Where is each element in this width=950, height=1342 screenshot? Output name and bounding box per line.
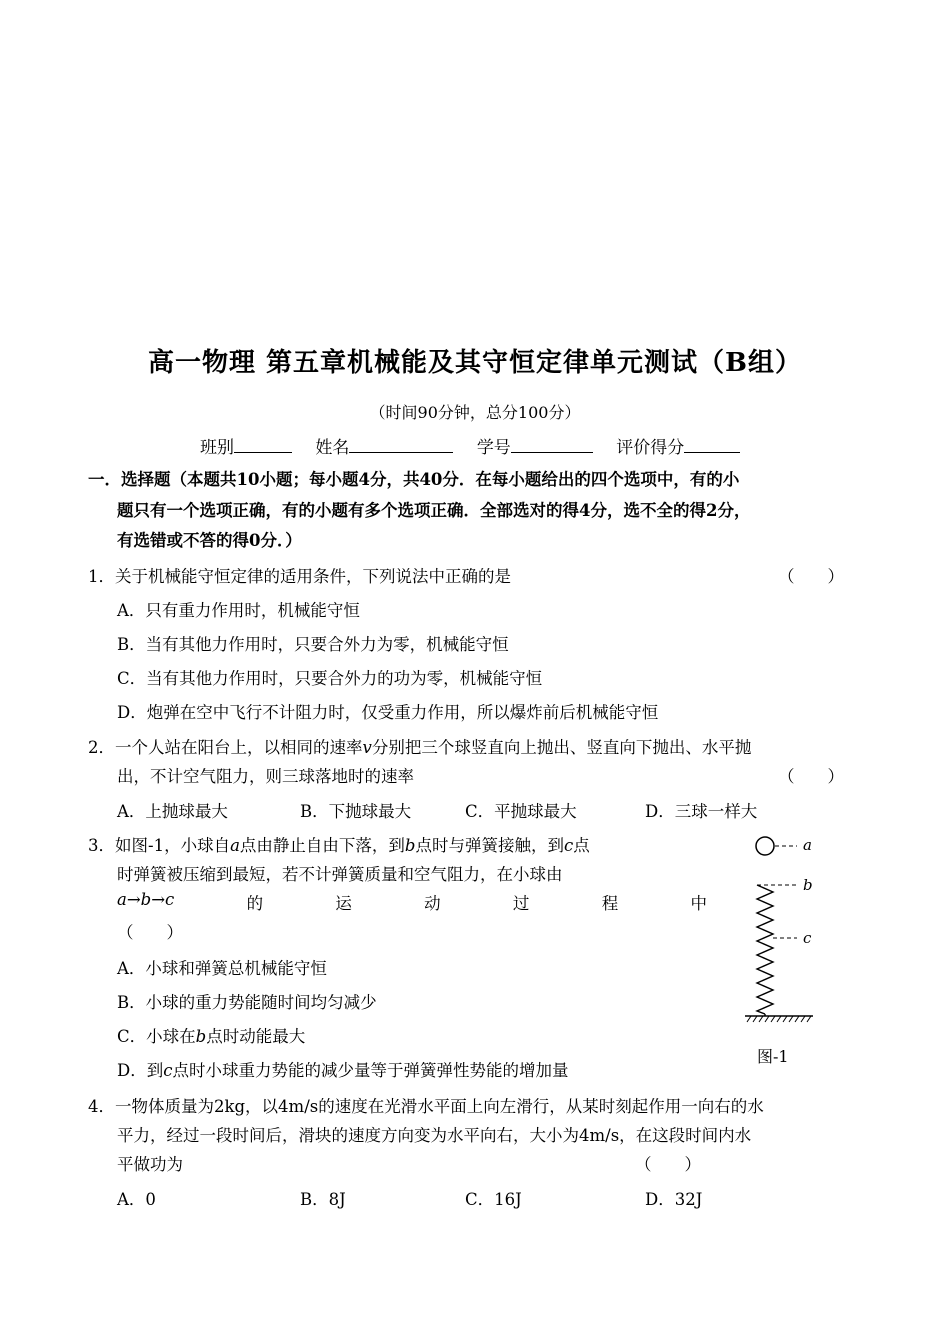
q4-option-a: A．0 — [117, 1190, 156, 1209]
q3-option-c-part1: C．小球在 — [117, 1027, 196, 1046]
q3-answer-paren[interactable]: （ ） — [117, 923, 183, 942]
q1-option-a: A．只有重力作用时，机械能守恒 — [117, 601, 360, 620]
q2-option-c: C．平抛球最大 — [465, 802, 577, 821]
q3-option-d-part1: D．到 — [117, 1061, 164, 1080]
ball-icon — [756, 837, 774, 855]
exam-duration-note: （时间90分钟，总分100分） — [369, 403, 581, 422]
q3-option-b: B．小球的重力势能随时间均匀减少 — [117, 993, 377, 1012]
score-blank[interactable] — [684, 436, 740, 453]
q3-char: 过 — [512, 894, 530, 913]
q3-var-c: c — [563, 836, 574, 855]
q3-char: 运 — [335, 894, 352, 913]
section-heading-line3: 有选错或不答的得0分．） — [117, 531, 302, 550]
section-heading-line1: 一．选择题（本题共10小题；每小题4分，共40分．在每小题给出的四个选项中，有的小 — [88, 470, 740, 489]
q2-option-b: B．下抛球最大 — [300, 802, 412, 821]
q4-option-c: C．16J — [465, 1190, 522, 1209]
spring-icon — [757, 885, 773, 1014]
q3-option-d-part2: 点时小球重力势能的减少量等于弹簧弹性势能的增加量 — [172, 1061, 569, 1080]
q3-var-b: b — [404, 836, 416, 855]
score-label: 评价得分 — [616, 438, 685, 458]
student-info-line — [200, 433, 740, 458]
q2-option-d: D．三球一样大 — [645, 802, 758, 821]
q3-char: 中 — [690, 894, 707, 913]
q3-char: 动 — [424, 894, 441, 913]
q3-option-a: A．小球和弹簧总机械能守恒 — [117, 959, 327, 978]
q3-char: 的 — [246, 894, 264, 913]
name-label: 姓名 — [315, 438, 350, 458]
q3-stem-line1 — [88, 832, 590, 856]
q2-stem-line1 — [88, 734, 751, 758]
figure-caption: 图-1 — [757, 1047, 789, 1066]
q3-option-c-var: b — [195, 1027, 207, 1046]
q1-answer-paren[interactable]: （ ） — [778, 567, 844, 586]
student-id-blank[interactable] — [511, 436, 593, 453]
q3-option-d-var: c — [163, 1061, 173, 1080]
q4-stem-line1: 4．一物体质量为2kg，以4m/s的速度在光滑水平面上向左滑行，从某时刻起作用一向右的水 — [88, 1097, 764, 1116]
name-blank[interactable] — [349, 436, 453, 453]
q3-option-c — [117, 1023, 305, 1047]
q2-stem-part1: 2．一个人站在阳台上，以相同的速率 — [88, 738, 363, 757]
q3-option-c-part2: 点时动能最大 — [206, 1027, 306, 1046]
q3-stem-part2: 点由静止自由下落，到 — [239, 836, 405, 855]
q1-option-b: B．当有其他力作用时，只要合外力为零，机械能守恒 — [117, 635, 509, 654]
q3-stem-line2: 时弹簧被压缩到最短，若不计弹簧质量和空气阻力，在小球由 — [117, 865, 563, 884]
q2-option-a: A．上抛球最大 — [117, 802, 228, 821]
spring-ball-figure — [745, 828, 835, 1028]
q1-option-c: C．当有其他力作用时，只要合外力的功为零，机械能守恒 — [117, 669, 543, 688]
q4-option-b: B．8J — [300, 1190, 346, 1209]
q3-option-d — [117, 1057, 568, 1081]
q4-answer-paren[interactable]: （ ） — [635, 1155, 701, 1174]
q1-option-d: D．炮弹在空中飞行不计阻力时，仅受重力作用，所以爆炸前后机械能守恒 — [117, 703, 659, 722]
student-id-label: 学号 — [476, 438, 511, 458]
q3-var-a: a — [230, 836, 240, 855]
section-heading-line2: 题只有一个选项正确，有的小题有多个选项正确．全部选对的得4分，选不全的得2分， — [117, 501, 751, 520]
q2-answer-paren[interactable]: （ ） — [778, 767, 844, 786]
q2-stem-part2: 分别把三个球竖直向上抛出、竖直向下抛出、水平抛 — [371, 738, 752, 757]
label-c: c — [803, 929, 812, 947]
label-b: b — [803, 876, 813, 894]
q2-stem-line2: 出，不计空气阻力，则三球落地时的速率 — [117, 767, 414, 786]
q3-stem-part4: 点 — [573, 836, 590, 855]
page-title: 高一物理 第五章机械能及其守恒定律单元测试（B组） — [147, 348, 803, 378]
label-a: a — [803, 836, 812, 854]
q4-option-d: D．32J — [645, 1190, 703, 1209]
q3-path: a→b→c — [117, 890, 175, 909]
class-blank[interactable] — [234, 436, 292, 453]
q3-stem-part3: 点时与弹簧接触，到 — [415, 836, 564, 855]
q3-stem-line3 — [117, 890, 707, 914]
q3-stem-part1: 3．如图-1，小球自 — [88, 836, 231, 855]
q4-stem-line2: 平力，经过一段时间后，滑块的速度方向变为水平向右，大小为4m/s，在这段时间内水 — [117, 1126, 752, 1145]
q4-stem-line3: 平做功为 — [117, 1155, 183, 1174]
class-label: 班别 — [200, 438, 234, 458]
q2-var-v: v — [362, 738, 372, 757]
ground-hatch-icon — [747, 1016, 811, 1022]
q1-stem: 1．关于机械能守恒定律的适用条件，下列说法中正确的是 — [88, 567, 511, 586]
q3-char: 程 — [601, 894, 619, 913]
